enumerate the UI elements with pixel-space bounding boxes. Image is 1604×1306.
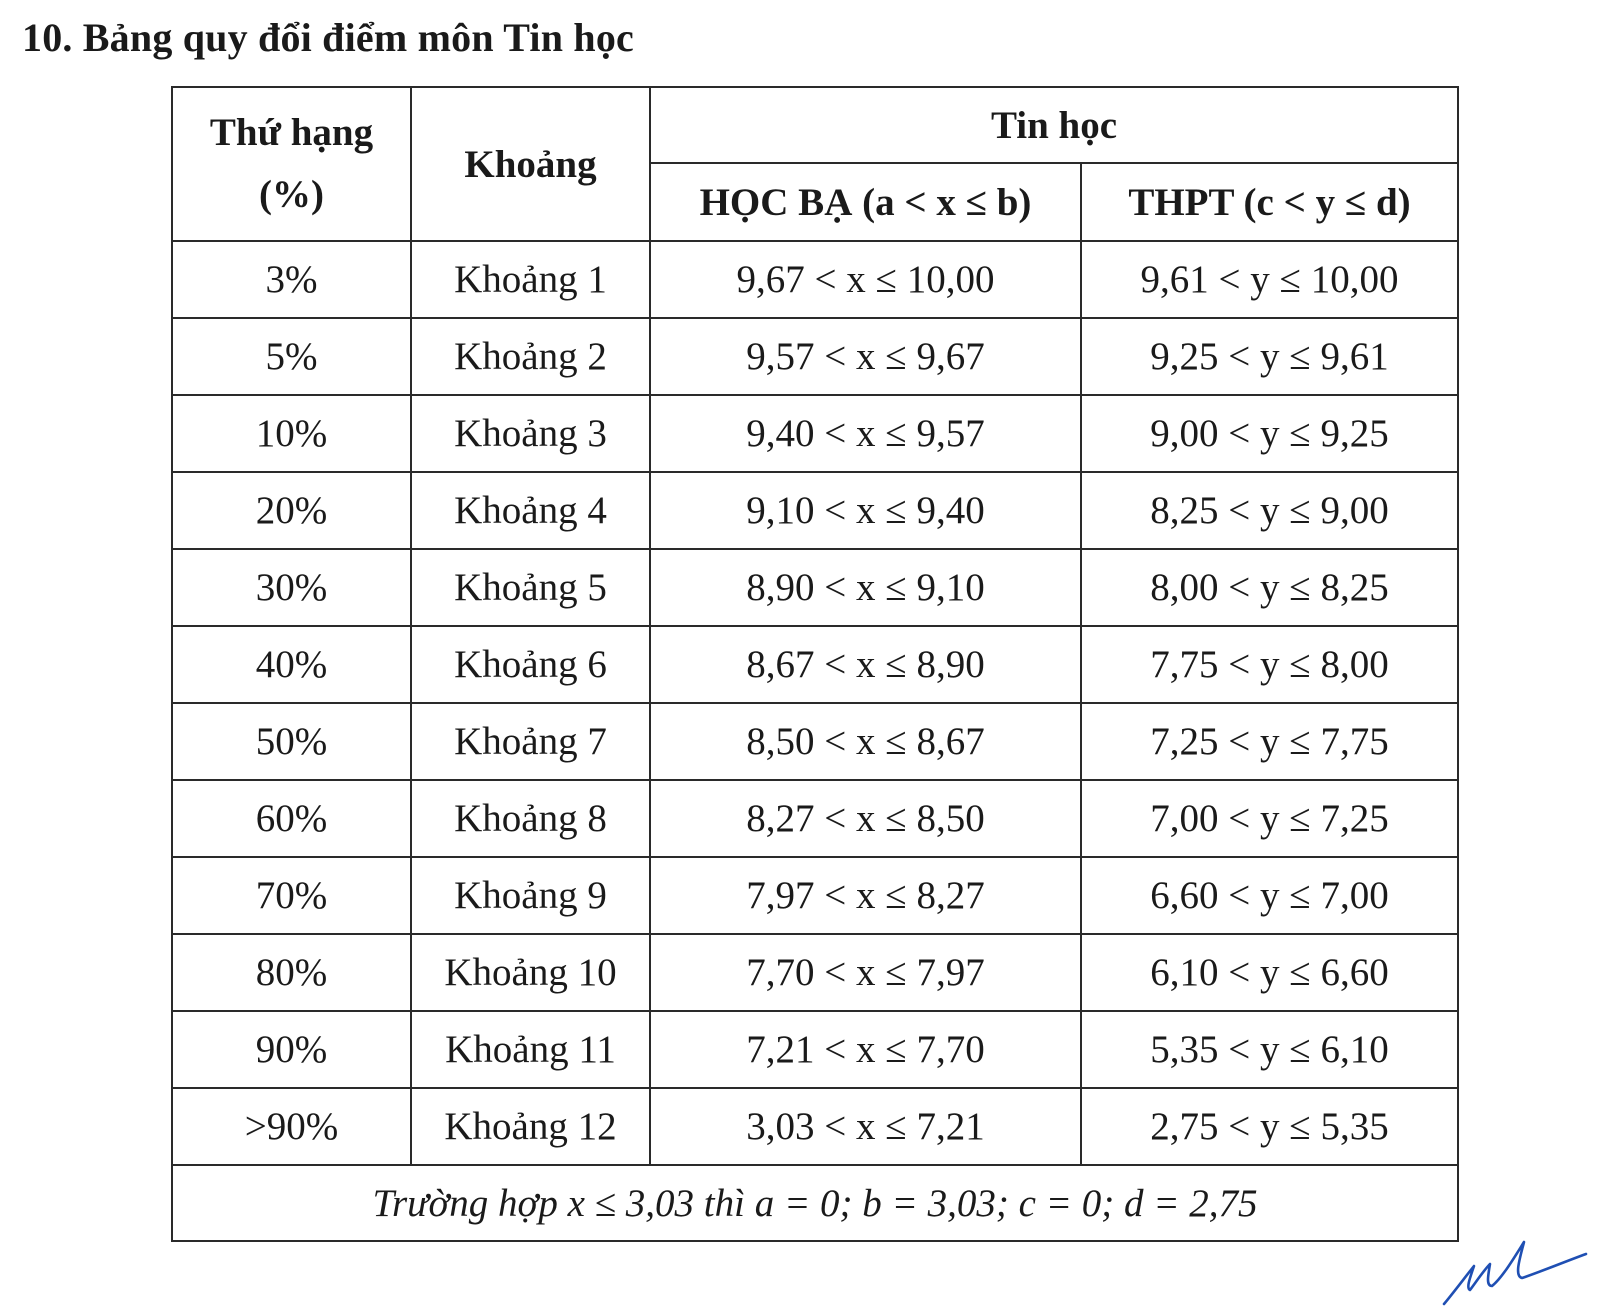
cell-hocba: 9,10 < x ≤ 9,40 [650, 472, 1081, 549]
cell-range: Khoảng 1 [411, 241, 650, 318]
table-row [172, 1088, 1458, 1165]
cell-range: Khoảng 11 [411, 1011, 650, 1088]
cell-hocba: 9,40 < x ≤ 9,57 [650, 395, 1081, 472]
table-row [172, 241, 1458, 318]
table-body [172, 241, 1458, 1165]
table-row [172, 780, 1458, 857]
cell-thpt: 7,25 < y ≤ 7,75 [1081, 703, 1458, 780]
cell-hocba: 8,67 < x ≤ 8,90 [650, 626, 1081, 703]
cell-rank: 60% [172, 780, 411, 857]
table-row [172, 857, 1458, 934]
cell-thpt: 5,35 < y ≤ 6,10 [1081, 1011, 1458, 1088]
header-hocba: HỌC BẠ (a < x ≤ b) [650, 163, 1081, 241]
cell-thpt: 6,10 < y ≤ 6,60 [1081, 934, 1458, 1011]
cell-thpt: 9,25 < y ≤ 9,61 [1081, 318, 1458, 395]
cell-hocba: 8,90 < x ≤ 9,10 [650, 549, 1081, 626]
cell-range: Khoảng 8 [411, 780, 650, 857]
cell-rank: 80% [172, 934, 411, 1011]
header-thpt: THPT (c < y ≤ d) [1081, 163, 1458, 241]
cell-range: Khoảng 4 [411, 472, 650, 549]
signature-mark [1440, 1232, 1590, 1306]
cell-thpt: 7,00 < y ≤ 7,25 [1081, 780, 1458, 857]
cell-thpt: 6,60 < y ≤ 7,00 [1081, 857, 1458, 934]
cell-rank: 3% [172, 241, 411, 318]
cell-hocba: 8,27 < x ≤ 8,50 [650, 780, 1081, 857]
cell-range: Khoảng 9 [411, 857, 650, 934]
table-row [172, 318, 1458, 395]
cell-rank: 20% [172, 472, 411, 549]
cell-rank: 5% [172, 318, 411, 395]
table-row [172, 395, 1458, 472]
cell-range: Khoảng 3 [411, 395, 650, 472]
cell-thpt: 8,25 < y ≤ 9,00 [1081, 472, 1458, 549]
cell-range: Khoảng 2 [411, 318, 650, 395]
cell-hocba: 7,21 < x ≤ 7,70 [650, 1011, 1081, 1088]
cell-hocba: 7,97 < x ≤ 8,27 [650, 857, 1081, 934]
header-rank-line2: (%) [259, 173, 324, 216]
cell-range: Khoảng 5 [411, 549, 650, 626]
cell-rank: 10% [172, 395, 411, 472]
cell-rank: >90% [172, 1088, 411, 1165]
table-row [172, 549, 1458, 626]
cell-hocba: 7,70 < x ≤ 7,97 [650, 934, 1081, 1011]
header-rank-line1: Thứ hạng [209, 111, 374, 154]
header-subject: Tin học [650, 87, 1458, 163]
cell-hocba: 3,03 < x ≤ 7,21 [650, 1088, 1081, 1165]
cell-hocba: 9,67 < x ≤ 10,00 [650, 241, 1081, 318]
table-row [172, 472, 1458, 549]
cell-rank: 30% [172, 549, 411, 626]
cell-range: Khoảng 6 [411, 626, 650, 703]
cell-hocba: 8,50 < x ≤ 8,67 [650, 703, 1081, 780]
cell-rank: 90% [172, 1011, 411, 1088]
header-rank [172, 87, 411, 241]
cell-thpt: 9,00 < y ≤ 9,25 [1081, 395, 1458, 472]
cell-thpt: 7,75 < y ≤ 8,00 [1081, 626, 1458, 703]
conversion-table [171, 86, 1459, 1242]
cell-thpt: 2,75 < y ≤ 5,35 [1081, 1088, 1458, 1165]
header-range: Khoảng [411, 87, 650, 241]
table-row [172, 703, 1458, 780]
cell-rank: 40% [172, 626, 411, 703]
cell-thpt: 9,61 < y ≤ 10,00 [1081, 241, 1458, 318]
cell-rank: 50% [172, 703, 411, 780]
cell-range: Khoảng 12 [411, 1088, 650, 1165]
cell-thpt: 8,00 < y ≤ 8,25 [1081, 549, 1458, 626]
cell-rank: 70% [172, 857, 411, 934]
cell-range: Khoảng 7 [411, 703, 650, 780]
table-row [172, 626, 1458, 703]
cell-range: Khoảng 10 [411, 934, 650, 1011]
page-title: 10. Bảng quy đổi điểm môn Tin học [22, 15, 634, 60]
cell-hocba: 9,57 < x ≤ 9,67 [650, 318, 1081, 395]
table-row [172, 1011, 1458, 1088]
table-row [172, 934, 1458, 1011]
table-note: Trường hợp x ≤ 3,03 thì a = 0; b = 3,03; c = 0; d = 2,75 [172, 1165, 1458, 1241]
